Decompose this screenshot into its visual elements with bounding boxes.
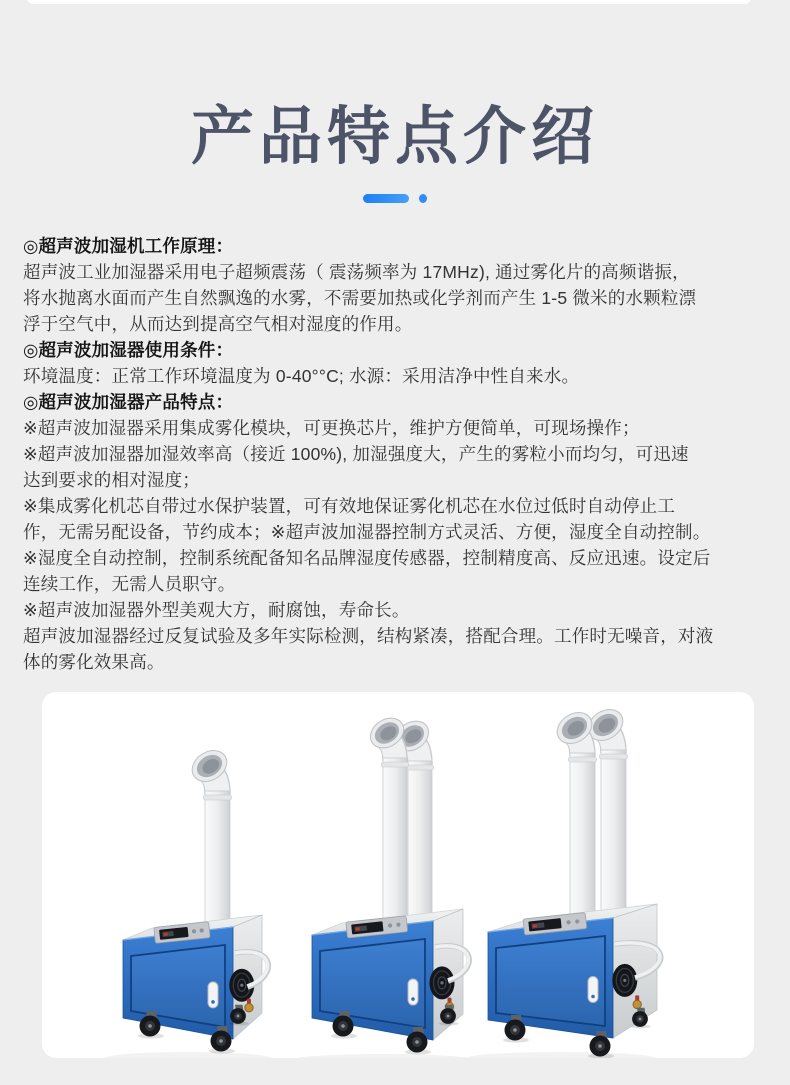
feature-text-line: 环境温度：正常工作环境温度为 0-40°°C; 水源：采用洁净中性自来水。 bbox=[23, 366, 580, 386]
side-fan-grille bbox=[612, 964, 637, 997]
feature-text-line: 体的雾化效果高。 bbox=[23, 652, 165, 672]
feature-text-line: 作，无需另配设备，节约成本；※超声波加湿器控制方式灵活、方便，湿度全自动控制。 bbox=[23, 522, 711, 542]
previous-card-bottom-edge bbox=[26, 0, 752, 4]
feature-text-line: 连续工作，无需人员职守。 bbox=[23, 574, 236, 594]
door-handle bbox=[408, 979, 418, 1005]
underline-dot bbox=[419, 194, 427, 203]
feature-text-line: 达到要求的相对湿度； bbox=[23, 470, 200, 490]
feature-heading-line: ◎超声波加湿机工作原理： bbox=[23, 236, 234, 256]
mist-outlet-pipe bbox=[551, 706, 597, 942]
feature-text-line: ※超声波加湿器加湿效率高（接近 100%), 加湿强度大，产生的雾粒小而均匀，可迅速 bbox=[23, 444, 689, 464]
door-handle bbox=[208, 982, 218, 1008]
feature-text-block bbox=[23, 233, 775, 675]
feature-text-line: ※湿度全自动控制，控制系统配备知名品牌湿度传感器，控制精度高、反应迅速。设定后 bbox=[23, 548, 711, 568]
humidifier-medium-dual-pipe bbox=[292, 712, 474, 1058]
feature-text-line: 超声波工业加湿器采用电子超频震荡（ 震荡频率为 17MHz), 通过雾化片的高频谐振， bbox=[23, 262, 690, 282]
feature-text-line: 将水抛离水面而产生自然飘逸的水雾，不需要加热或化学剂而产生 1-5 微米的水颗粒漂 bbox=[23, 288, 697, 308]
feature-heading-line: ◎超声波加湿器产品特点： bbox=[23, 392, 234, 412]
humidifier-small-single-pipe bbox=[106, 744, 271, 1058]
underline-bar bbox=[363, 194, 409, 203]
mist-outlet-pipe bbox=[365, 712, 409, 945]
door-handle bbox=[588, 977, 598, 1003]
humidifiers-photo bbox=[42, 692, 754, 1058]
feature-text-line: ※超声波加湿器外型美观大方，耐腐蚀，寿命长。 bbox=[23, 600, 410, 620]
feature-text-line: ※超声波加湿器采用集成雾化模块，可更换芯片，维护方便简单，可现场操作； bbox=[23, 418, 640, 438]
title-underline-decoration bbox=[0, 194, 790, 203]
feature-text-line: 超声波加湿器经过反复试验及多年实际检测，结构紧凑，搭配合理。工作时无噪音，对液 bbox=[23, 626, 714, 646]
page-title: 产品特点介绍 bbox=[191, 102, 599, 172]
feature-text-line: ※集成雾化机芯自带过水保护装置，可有效地保证雾化机芯在水位过低时自动停止工 bbox=[23, 496, 676, 516]
feature-text-line: 浮于空气中，从而达到提高空气相对湿度的作用。 bbox=[23, 314, 413, 334]
humidifier-large-dual-pipe bbox=[467, 703, 661, 1058]
product-image-card bbox=[42, 692, 754, 1058]
feature-heading-line: ◎超声波加湿器使用条件： bbox=[23, 340, 234, 360]
